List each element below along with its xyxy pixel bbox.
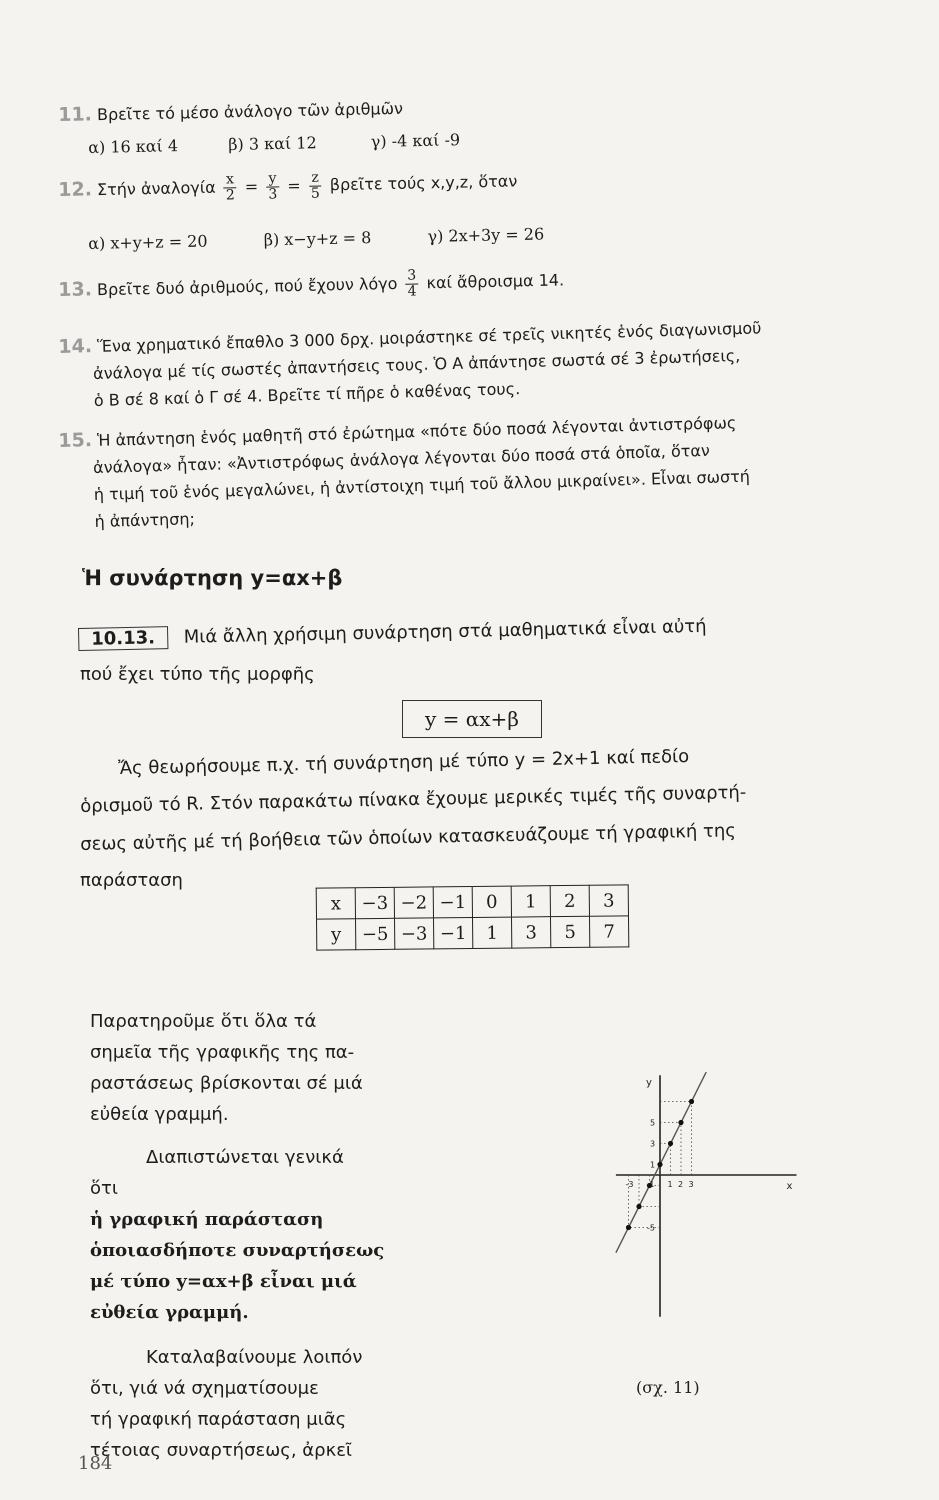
table-cell: −1: [433, 887, 472, 918]
formula-box: y = αx+β: [402, 700, 542, 738]
figure-caption: (σχ. 11): [636, 1378, 700, 1397]
text-line: εὐθεία γραμμή.: [90, 1302, 249, 1323]
exercise-line: Ἕνα χρηματικό ἔπαθλο 3 000 δρχ. μοιράστηκε σέ τρεῖς νικητές ἑνός διαγωνισμοῦ: [96, 318, 762, 356]
page-number: 184: [78, 1453, 113, 1474]
exercise-12-options: [88, 224, 544, 253]
section-heading: Ἡ συνάρτηση y=αx+β: [82, 566, 343, 590]
option-c: γ) 2x+3y = 26: [427, 224, 545, 246]
equals: =: [244, 176, 259, 197]
section-line: Μιά ἄλλη χρήσιμη συνάρτηση στά μαθηματικά εἶναι αὐτή: [183, 615, 707, 648]
x-tick-label: -1: [646, 1180, 655, 1189]
y-tick-label: -5: [647, 1223, 655, 1233]
x-tick-label: -3: [625, 1180, 634, 1189]
y-axis-label: y: [646, 1077, 652, 1089]
fraction-z: $\frac{z}{5}$: [308, 170, 322, 201]
table-cell: −2: [394, 887, 433, 918]
exercise-number: 13.: [58, 278, 93, 301]
table-cell: 3: [511, 917, 550, 948]
text-line: Παρατηροῦμε ὅτι ὅλα τά: [90, 1011, 317, 1032]
exercise-14: [58, 314, 763, 415]
text-line: μέ τύπο y=αx+β εἶναι μιά: [90, 1271, 357, 1292]
values-table: [316, 884, 630, 950]
row-label: y: [317, 919, 356, 950]
exercise-number: 14.: [58, 335, 93, 358]
table-cell: −3: [355, 887, 394, 918]
exercise-text: Στήν ἀναλογία: [96, 177, 216, 200]
x-tick-label: 3: [688, 1180, 694, 1189]
exercise-line: ἀνάλογα μέ τίς σωστές ἀπαντήσεις τους. Ὁ Α ἀπάντησε σωστά σέ 3 ἐρωτήσεις,: [92, 345, 741, 384]
paragraph-line: παράσταση: [80, 870, 183, 891]
row-label: x: [316, 888, 355, 919]
exercise-13: [58, 265, 564, 307]
exercise-number: 12.: [58, 178, 93, 201]
y-tick-label: 5: [650, 1118, 656, 1128]
data-point: [626, 1225, 631, 1230]
data-point: [689, 1099, 694, 1104]
option-a: α) 16 καί 4: [88, 136, 179, 157]
table-cell: 0: [472, 886, 511, 917]
table-cell: 7: [589, 916, 628, 947]
paragraph-consequence: [90, 1342, 420, 1466]
paragraph-conclusion: [90, 1142, 420, 1328]
exercise-line: ἡ τιμή τοῦ ἑνός μεγαλώνει, ἡ ἀντίστοιχη τιμή τοῦ ἄλλου μικραίνει». Εἶναι σωστή: [93, 466, 751, 505]
data-point: [668, 1141, 673, 1146]
function-graph: [560, 1010, 800, 1370]
table-cell: −3: [395, 918, 434, 949]
left-column: [90, 1006, 420, 1466]
equals: =: [287, 175, 301, 196]
option-b: β) 3 καί 12: [228, 133, 317, 155]
exercise-11-options: [88, 130, 460, 157]
exercise-text-post: βρεῖτε τούς x,y,z, ὅταν: [329, 171, 518, 195]
x-tick-label: 1: [667, 1180, 673, 1189]
option-c: γ) -4 καί -9: [370, 130, 461, 152]
data-point: [678, 1120, 683, 1125]
exercise-text: Βρεῖτε δυό ἀριθμούς, πού ἔχουν λόγο: [96, 273, 398, 300]
exercise-11: [58, 97, 403, 126]
exercise-number: 15.: [58, 429, 93, 452]
section-line: πού ἔχει τύπο τῆς μορφῆς: [80, 664, 315, 685]
exercise-15: [58, 409, 751, 536]
paragraph-line: ὁρισμοῦ τό R. Στόν παρακάτω πίνακα ἔχουμε μερικές τιμές τῆς συναρτή-: [80, 782, 747, 817]
exercise-number: 11.: [58, 103, 93, 126]
paragraph-line: Ἄς θεωρήσουμε π.χ. τή συνάρτηση μέ τύπο y = 2x+1 καί πεδίο: [118, 746, 690, 779]
paragraph-line: σεως αὐτῆς μέ τή βοήθεια τῶν ὁποίων κατασκευάζουμε τή γραφική της: [80, 820, 737, 855]
table-cell: 3: [589, 885, 628, 916]
text-line: ὁποιασδήποτε συναρτήσεως: [90, 1240, 385, 1261]
table-row: [317, 916, 629, 950]
table-cell: −1: [434, 918, 473, 949]
fraction-ratio: $\frac{3}{4}$: [407, 267, 417, 300]
exercise-line: ὁ Β σέ 8 καί ὁ Γ σέ 4. Βρεῖτε τί πῆρε ὁ καθένας τους.: [93, 379, 521, 411]
table-cell: 2: [550, 885, 589, 916]
exercise-line: Ἡ ἀπάντηση ἑνός μαθητῆ στό ἐρώτημα «πότε δύο ποσά λέγονται ἀντιστρόφως: [96, 413, 737, 450]
x-axis-label: x: [786, 1181, 793, 1192]
text-line: Διαπιστώνεται γενικά: [146, 1147, 344, 1168]
data-point: [657, 1162, 662, 1167]
text-line: τή γραφική παράσταση μιᾶς: [90, 1409, 347, 1430]
exercise-line: ἀνάλογα» ἦταν: «Ἀντιστρόφως ἀνάλογα λέγονται δύο ποσά στά ὁποῖα, ὅταν: [92, 440, 711, 478]
table-cell: 1: [473, 917, 512, 948]
exercise-12: [58, 166, 518, 207]
text-line: σημεῖα τῆς γραφικῆς της πα-: [90, 1042, 355, 1063]
text-line: εὐθεία γραμμή.: [90, 1104, 229, 1125]
data-point: [636, 1204, 641, 1209]
table-row: [316, 885, 628, 919]
exercise-text: Βρεῖτε τό μέσο ἀνάλογο τῶν ἀριθμῶν: [96, 98, 404, 125]
option-b: β) x−y+z = 8: [263, 228, 372, 250]
fraction-y: $\frac{y}{3}$: [266, 171, 280, 202]
text-line: ἡ γραφική παράσταση: [90, 1209, 324, 1230]
text-line: ὅτι: [90, 1178, 118, 1199]
paragraph-observation: [90, 1006, 420, 1130]
table-cell: −5: [356, 918, 395, 949]
text-line: Καταλαβαίνουμε λοιπόν: [146, 1347, 363, 1368]
text-line: ραστάσεως βρίσκονται σέ μιά: [90, 1073, 363, 1094]
option-a: α) x+y+z = 20: [88, 231, 208, 253]
section-10-13: [78, 615, 707, 651]
exercise-text-post: καί ἄθροισμα 14.: [426, 270, 565, 293]
exercise-line: ἡ ἀπάντηση;: [94, 509, 196, 532]
text-line: τέτοιας συναρτήσεως, ἀρκεῖ: [90, 1440, 353, 1461]
table-cell: 5: [550, 916, 589, 947]
text-line: ὅτι, γιά νά σχηματίσουμε: [90, 1378, 319, 1399]
x-tick-label: 2: [678, 1180, 684, 1189]
y-tick-label: 1: [650, 1160, 656, 1170]
y-tick-label: 3: [650, 1139, 656, 1149]
fraction-x: $\frac{x}{2}$: [223, 172, 237, 203]
section-number: 10.13.: [78, 626, 168, 651]
table-cell: 1: [511, 886, 550, 917]
